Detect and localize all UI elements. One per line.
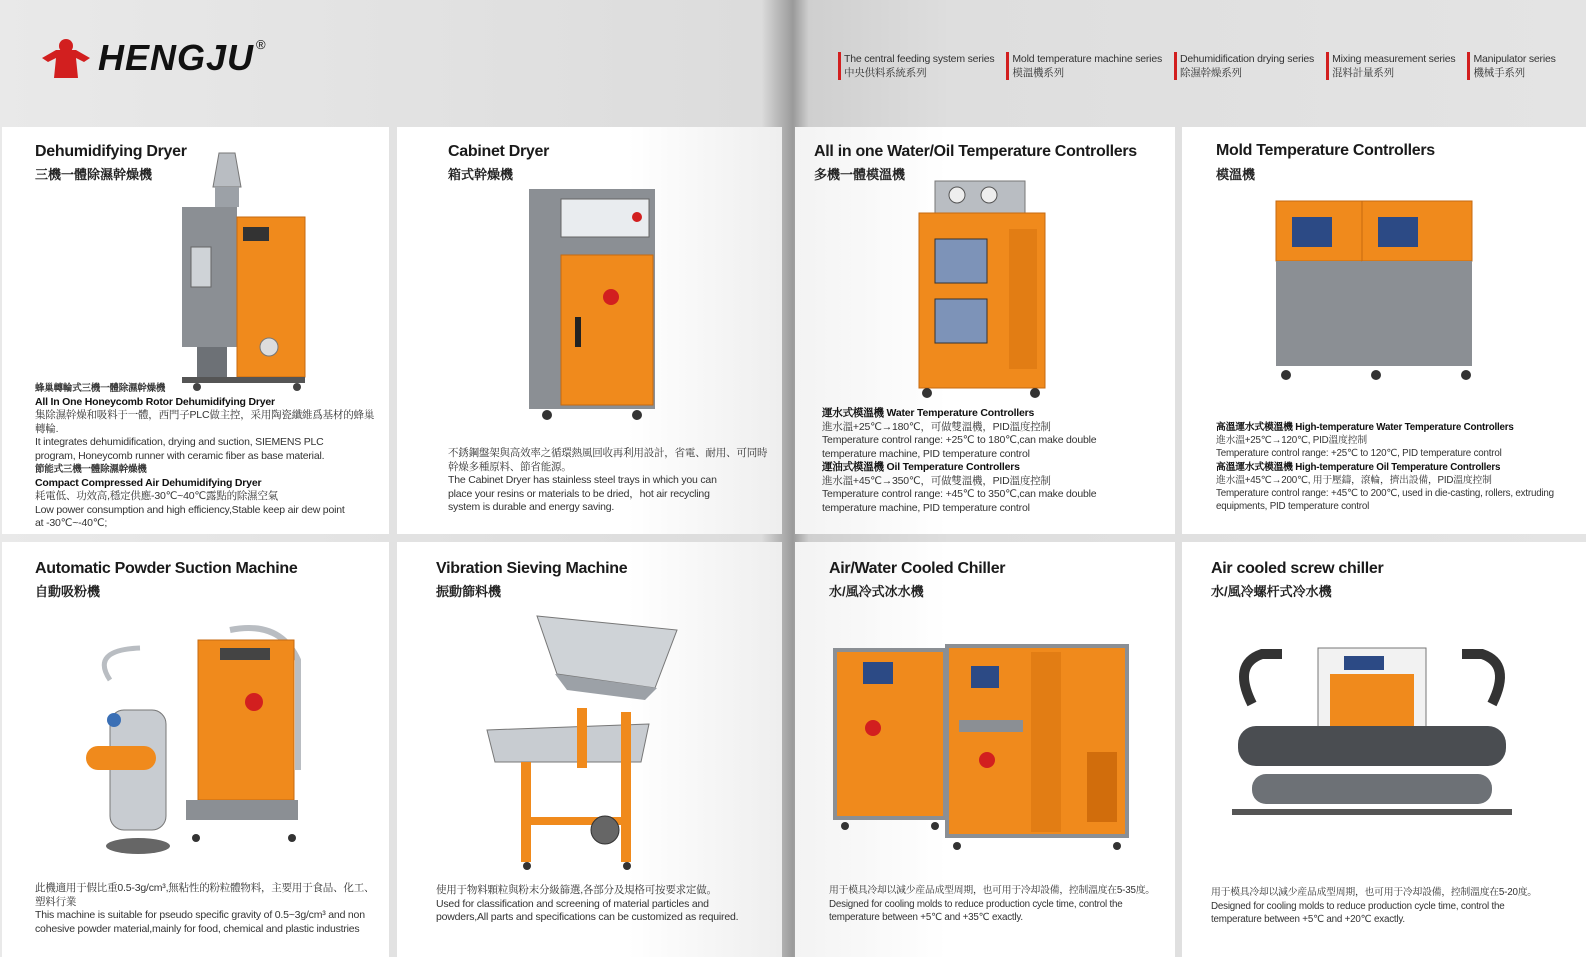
product-title: Cabinet Dryer [448,143,550,160]
product-description: 用于模具冷却以減少産品成型周期，也可用于冷却設備，控制溫度在5-20度。 Designed for cooling molds to reduce production cycle time, control the temperature between +5℃ and +20℃ exactly. [1211,887,1537,925]
series-item-mold-temperature: Mold temperature machine series 模溫機系列 [1006,52,1162,80]
product-subtitle: 三機一體除濕幹燥機 [35,167,153,182]
product-description: 使用于物料顆粒與粉末分級篩選,各部分及規格可按要求定做。 Used for classification and screening of material particles and powders,All parts and specifications can be customized as required. [436,884,739,923]
brochure-header [0,0,1586,126]
product-subtitle: 箱式幹燥機 [448,167,514,182]
cooled-chiller-image [831,642,1131,862]
product-title: Automatic Powder Suction Machine [35,560,298,577]
product-subtitle: 多機一體模溫機 [814,167,906,182]
hengju-logo [38,36,266,80]
product-panel-cabinet-dryer [397,127,782,534]
product-subtitle: 水/風冷式冰水機 [829,584,924,599]
product-subtitle: 自動吸粉機 [35,584,101,599]
series-item-manipulator: Manipulator series 機械手系列 [1467,52,1555,80]
product-panel-water-oil-temperature-controllers [795,127,1175,534]
product-panel-powder-suction-machine [2,542,389,957]
powder-suction-machine-image [80,620,310,860]
series-item-mixing: Mixing measurement series 混料計量系列 [1326,52,1455,80]
product-title: Air cooled screw chiller [1211,560,1384,577]
brand-name: HENGJU [98,37,255,78]
product-description: 此機適用于假比重0.5-3g/cm³,無粘性的粉粒體物料，主要用于食品、化工、塑料行業 This machine is suitable for pseudo specific gravity of 0.5~3g/cm³ and non cohesive powder material,mainly for food, chemical and plastic industries [35,882,375,935]
product-description: 用于模具冷却以減少産品成型周期，也可用于冷却設備，控制溫度在5-35度。 Designed for cooling molds to reduce production cycle time, control the temperature between +5℃ and +35℃ exactly. [829,885,1155,923]
product-description: 高溫運水式模溫機 High-temperature Water Temperature Controllers 進水溫+25℃→120℃, PID溫度控制 Temperature control range: +25℃ to 120℃, PID temperature control 高溫運水式模溫機 High-temperature Oil Temperature Controllers 進水溫+45℃→200℃, 用于壓鑄，滾輪，擠出設備，PID溫度控制 Temperature control range: +45℃ to 200℃, used in die-casting, rollers, extruding equipments, PID temperature control [1216,422,1554,513]
product-subtitle: 振動篩料機 [436,584,502,599]
product-title: Vibration Sieving Machine [436,560,628,577]
mold-temperature-controller-image [1272,197,1482,387]
screw-chiller-image [1222,634,1522,834]
product-title: Mold Temperature Controllers [1216,142,1435,159]
product-title: All in one Water/Oil Temperature Controllers [814,143,1137,160]
water-oil-temperature-controller-image [917,179,1047,399]
series-item-central-feeding: The central feeding system series 中央供料系統系列 [838,52,994,80]
vibration-sieving-machine-image [481,612,681,872]
cabinet-dryer-image [527,187,657,422]
series-nav [838,52,1556,80]
product-panel-dehumidifying-dryer [2,127,389,534]
product-description: 不銹鋼盤架與高效率之循環熱風回收再利用設計，省電、耐用、可同時 幹燥多種原料、節省能源。 The Cabinet Dryer has stainless steel trays in which you can place your resins or materials to be dried，hot air recycling system is durable and energy saving. [448,447,768,513]
product-panel-air-water-cooled-chiller [795,542,1175,957]
product-panel-mold-temperature-controllers [1182,127,1586,534]
dehumidifying-dryer-image [177,147,312,392]
series-item-dehumidification: Dehumidification drying series 除濕幹燥系列 [1174,52,1314,80]
product-title: Air/Water Cooled Chiller [829,560,1006,577]
product-panel-air-cooled-screw-chiller [1182,542,1586,957]
product-subtitle: 模溫機 [1216,167,1256,182]
product-panel-vibration-sieving-machine [397,542,782,957]
product-description: 運水式模溫機 Water Temperature Controllers 進水溫+25℃→180℃，可做雙溫機，PID溫度控制 Temperature control range: +25℃ to 180℃,can make double temperature machine, PID temperature control 運油式模溫機 Oil Temperature Controllers 進水溫+45℃→350℃，可做雙溫機，PID溫度控制 Temperature control range: +45℃ to 350℃,can make double temperature machine, PID temperature control [822,407,1097,514]
registered-mark: ® [256,36,266,52]
product-title: Dehumidifying Dryer [35,143,187,160]
hengju-mascot-icon [38,36,94,80]
product-subtitle: 水/風冷螺杆式冷水機 [1211,584,1332,599]
product-description: 蜂巢轉輪式三機一體除濕幹燥機 All In One Honeycomb Rotor Dehumidifying Dryer 集除濕幹燥和吸料于一體，西門子PLC做主控，采用陶瓷纖維爲基材的蜂巢轉輪. It integrates dehumidification, drying and suction, SIEMENS PLC program, Honeycomb runner with ceramic fiber as base material. 節能式三機一體除濕幹燥機 Compact Compressed Air Dehumidifying Dryer 耗電低、功效高,穩定供應-30℃~40℃露點的除濕空氣 Low power consumption and high efficiency,Stable keep air dew point at -30℃~-40℃; [35,383,375,529]
